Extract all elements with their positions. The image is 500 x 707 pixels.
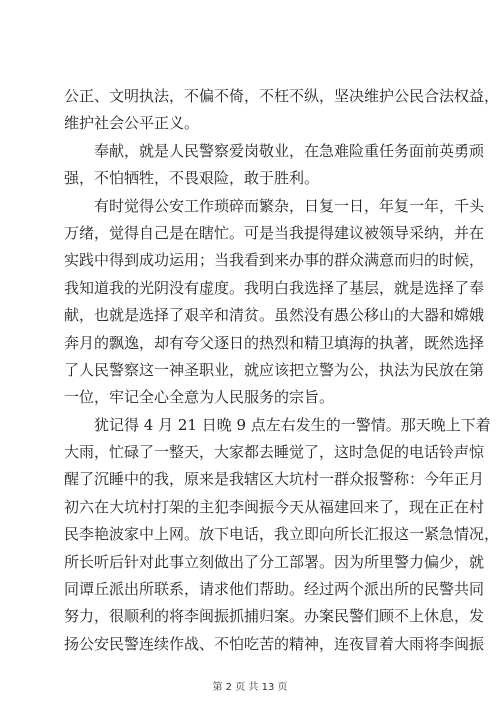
body-text [64,87,500,663]
text-line: 万绪，觉得自己是在瞎忙。可是当我提得建议被领导采纳，并在 [64,223,485,242]
text-line: 初六在大坑村打架的主犯李闽振今天从福建回来了，现在正在村 [64,497,485,516]
text-line: 大雨，忙碌了一整天，大家都去睡觉了，这时急促的电话铃声惊 [64,443,485,462]
text-line: 有时觉得公安工作琐碎而繁杂，日复一日，年复一年，千头 [64,196,485,215]
text-line: 献，也就是选择了艰辛和清贫。虽然没有愚公移山的大器和嫦娥 [64,306,485,325]
text-line: 奔月的飘逸，却有夸父逐日的热烈和精卫填海的执著，既然选择 [64,333,485,352]
text-line: 所长听后针对此事立刻做出了分工部署。因为所里警力偏少，就 [64,552,485,571]
text-line: 民李艳波家中上网。放下电话，我立即向所长汇报这一紧急情况， [64,525,500,544]
text-line: 扬公安民警连续作战、不怕吃苦的精神，连夜冒着大雨将李闽振 [64,634,485,653]
text-line: 努力，很顺利的将李闽振抓捕归案。办案民警们顾不上休息，发 [64,607,485,626]
text-line: 同谭丘派出所联系，请求他们帮助。经过两个派出所的民警共同 [64,580,485,599]
text-line: 维护社会公平正义。 [64,114,200,133]
text-line: 奉献，就是人民警察爱岗敬业，在急难险重任务面前英勇顽 [64,141,485,160]
page-footer: 第 2 页 共 13 页 [212,682,288,693]
text-line: 公正、文明执法，不偏不倚，不枉不纵，坚决维护公民合法权益， [64,87,500,105]
text-line: 醒了沉睡中的我，原来是我辖区大坑村一群众报警称：今年正月 [64,470,485,489]
text-line: 强，不怕牺牲，不畏艰险，敢于胜利。 [64,169,320,188]
text-line: 了人民警察这一神圣职业，就应该把立警为公，执法为民放在第 [64,360,485,379]
text-line: 犹记得 4 月 21 日晚 9 点左右发生的一警情。那天晚上下着 [64,415,491,434]
text-line: 我知道我的光阴没有虚度。我明白我选择了基层，就是选择了奉 [64,278,485,297]
text-line: 实践中得到成功运用；当我看到来办事的群众满意而归的时候， [64,251,485,270]
text-line: 一位，牢记全心全意为人民服务的宗旨。 [64,388,335,407]
